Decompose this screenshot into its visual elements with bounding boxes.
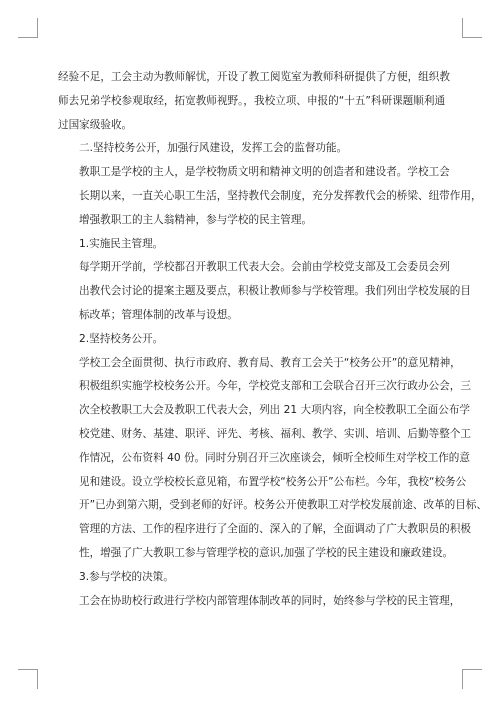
text-line: 每学期开学前，学校都召开教职工代表大会。会前由学校党支部及工会委员会列 <box>79 261 450 274</box>
text-line: 工会在协助校行政进行学校内部管理体制改革的同时，始终参与学校的民主管理， <box>79 594 461 607</box>
paragraph <box>58 328 450 352</box>
text-line: 校党建、财务、基建、职评、评先、考核、福利、教学、实训、培训、后勤等整个工 <box>79 427 471 440</box>
text-line: 经验不足，工会主动为教师解忧，开设了教工阅览室为教师科研提供了方便，组织教 <box>58 71 450 83</box>
text-line: 过国家级验收。 <box>58 118 133 131</box>
text-line: 作情况，公布资料 40 份。同时分别召开三次座谈会，倾听全校师生对学校工作的意 <box>79 451 470 464</box>
text-line: 长期以来，一直关心职工生活，坚持教代会制度，充分发挥教代会的桥梁、纽带作用， <box>79 189 482 202</box>
text-line: 见和建设。设立学校校长意见箱，布置学校“校务公开”公布栏。今年，我校“校务公 <box>79 475 467 488</box>
text-line: 二.坚持校务公开，加强行风建设，发挥工会的监督功能。 <box>79 142 348 155</box>
text-line: 3.参与学校的决策。 <box>79 570 174 583</box>
text-line: 1.实施民主管理。 <box>79 237 164 250</box>
text-line: 师去兄弟学校参观取经，拓宽教师视野。，我校立项、申报的“十五”科研课题顺利通 <box>58 94 446 107</box>
text-line: 2.坚持校务公开。 <box>79 332 164 345</box>
crop-mark-top-right <box>462 18 482 38</box>
paragraph <box>58 352 488 566</box>
text-line: 出教代会讨论的提案主题及要点，积极让教师参与学校管理。我们列出学校发展的目 <box>79 285 471 298</box>
text-line: 开”已办到第六期，受到老师的好评。校务公开使教职工对学校发展前途、改革的目标、 <box>79 499 488 512</box>
crop-mark-bottom-left <box>18 669 38 689</box>
paragraph <box>58 137 450 161</box>
text-line: 标改革；管理体制的改革与设想。 <box>79 308 238 321</box>
text-line: 教职工是学校的主人，是学校物质文明和精神文明的创造者和建设者。学校工会 <box>79 166 450 179</box>
paragraph <box>58 161 482 232</box>
paragraph <box>58 590 461 614</box>
paragraph <box>58 566 450 590</box>
crop-mark-top-left <box>18 18 38 38</box>
text-line: 性，增强了广大教职工参与管理学校的意识,加强了学校的民主建设和廉政建设。 <box>79 546 454 559</box>
text-line: 管理的方法、工作的程序进行了全面的、深入的了解，全面调动了广大教职员的积极 <box>79 523 471 536</box>
text-line: 学校工会全面贯彻、执行市政府、教育局、教育工会关于“校务公开”的意见精神， <box>79 356 461 369</box>
text-line: 增强教职工的主人翁精神，参与学校的民主管理。 <box>79 213 313 226</box>
text-line: 次全校教职工大会及教职工代表大会，列出 21 大项内容，向全校教职工全面公布学 <box>79 404 470 417</box>
crop-mark-bottom-right <box>462 669 482 689</box>
paragraph <box>58 66 450 137</box>
document-body <box>58 66 488 613</box>
paragraph <box>58 233 450 257</box>
paragraph <box>58 256 471 327</box>
text-line: 积极组织实施学校校务公开。今年，学校党支部和工会联合召开三次行政办公会，三 <box>79 380 471 393</box>
